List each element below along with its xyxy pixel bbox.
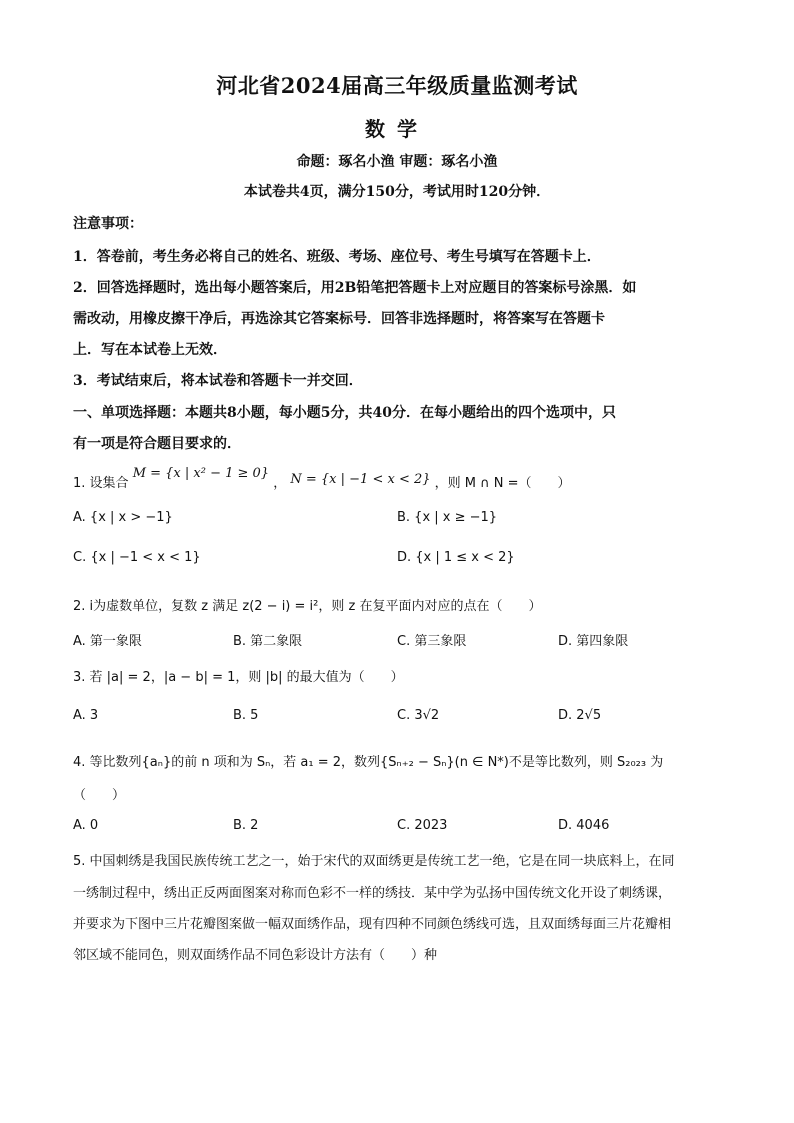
question-4-answer-paren: （ ）: [73, 788, 126, 803]
section-1-intro-line-2: 有一项是符合题目要求的．: [73, 436, 241, 452]
question-4-stem: 4. 等比数列{aₙ}的前 n 项和为 Sₙ，若 a₁ = 2，数列{Sₙ₊₂ − Sₙ}(n ∈ N*)不是等比数列，则 S₂₀₂₃ 为: [73, 755, 664, 770]
question-5-line-2: 一绣制过程中，绣出正反两面图案对称而色彩不一样的绣技．某中学为弘扬中国传统文化开设了刺绣课，: [73, 886, 672, 901]
question-1-option-a: A. {x | x > −1}: [73, 510, 173, 525]
notice-item-2-line-2: 需改动，用橡皮擦干净后，再选涂其它答案标号．回答非选择题时，将答案写在答题卡: [73, 311, 605, 327]
question-2-option-d: D. 第四象限: [558, 634, 629, 649]
question-1-set-m: M = {x | x² − 1 ≥ 0}: [132, 466, 270, 481]
question-4-option-c: C. 2023: [397, 818, 448, 833]
question-2-option-b: B. 第二象限: [233, 634, 303, 649]
question-5-line-4: 邻区域不能同色，则双面绣作品不同色彩设计方法有（ ）种: [73, 948, 438, 963]
question-4-option-d: D. 4046: [558, 818, 610, 833]
exam-title: 河北省2024届高三年级质量监测考试: [216, 73, 578, 98]
notice-heading: 注意事项：: [73, 216, 143, 232]
exam-meta: 本试卷共4页，满分150分，考试用时120分钟．: [243, 184, 551, 200]
question-1-option-c: C. {x | −1 < x < 1}: [73, 550, 201, 565]
question-4-option-b: B. 2: [233, 818, 259, 833]
section-1-intro-line-1: 一、单项选择题：本题共8小题，每小题5分，共40分．在每小题给出的四个选项中，只: [73, 405, 616, 421]
exam-subject: 数学: [365, 117, 429, 141]
question-1-set-n: N = {x | −1 < x < 2}: [290, 472, 431, 487]
question-3-option-d: D. 2√5: [558, 708, 602, 723]
question-5-line-1: 5. 中国刺绣是我国民族传统工艺之一，始于宋代的双面绣更是传统工艺一绝，它是在同一块底料上，在同: [73, 854, 675, 869]
question-3-option-c: C. 3√2: [397, 708, 440, 723]
question-1-option-d: D. {x | 1 ≤ x < 2}: [397, 550, 515, 565]
notice-item-3: 3．考试结束后，将本试卷和答题卡一并交回．: [73, 373, 363, 389]
question-2-stem: 2. i为虚数单位，复数 z 满足 z(2 − i) = i²，则 z 在复平面内对应的点在（ ）: [73, 599, 542, 614]
question-3-option-b: B. 5: [233, 708, 259, 723]
question-2-option-c: C. 第三象限: [397, 634, 467, 649]
question-1-option-b: B. {x | x ≥ −1}: [397, 510, 498, 525]
question-3-stem: 3. 若 |a| = 2，|a − b| = 1，则 |b| 的最大值为（ ）: [73, 670, 404, 685]
question-4-option-a: A. 0: [73, 818, 99, 833]
question-2-option-a: A. 第一象限: [73, 634, 142, 649]
notice-item-1: 1．答卷前，考生务必将自己的姓名、班级、考场、座位号、考生号填写在答题卡上．: [73, 249, 601, 265]
question-5-line-3: 并要求为下图中三片花瓣图案做一幅双面绣作品，现有四种不同颜色绣线可选，且双面绣每面三片花瓣相: [73, 917, 672, 932]
notice-item-2-line-3: 上．写在本试卷上无效．: [73, 342, 227, 358]
exam-authors: 命题：琢名小渔 审题：琢名小渔: [296, 154, 498, 170]
notice-item-2-line-1: 2．回答选择题时，选出每小题答案后，用2B铅笔把答题卡上对应题目的答案标号涂黑．如: [73, 280, 637, 296]
question-1-stem: 1. 设集合 M = {x | x² − 1 ≥ 0} ， N = {x | −1 < x < 2} ，则 M ∩ N =（ ）: [73, 466, 571, 491]
question-3-option-a: A. 3: [73, 708, 99, 723]
question-1-suffix: ，则 M ∩ N =（ ）: [434, 476, 571, 491]
question-1-prefix: 1. 设集合: [73, 476, 129, 491]
